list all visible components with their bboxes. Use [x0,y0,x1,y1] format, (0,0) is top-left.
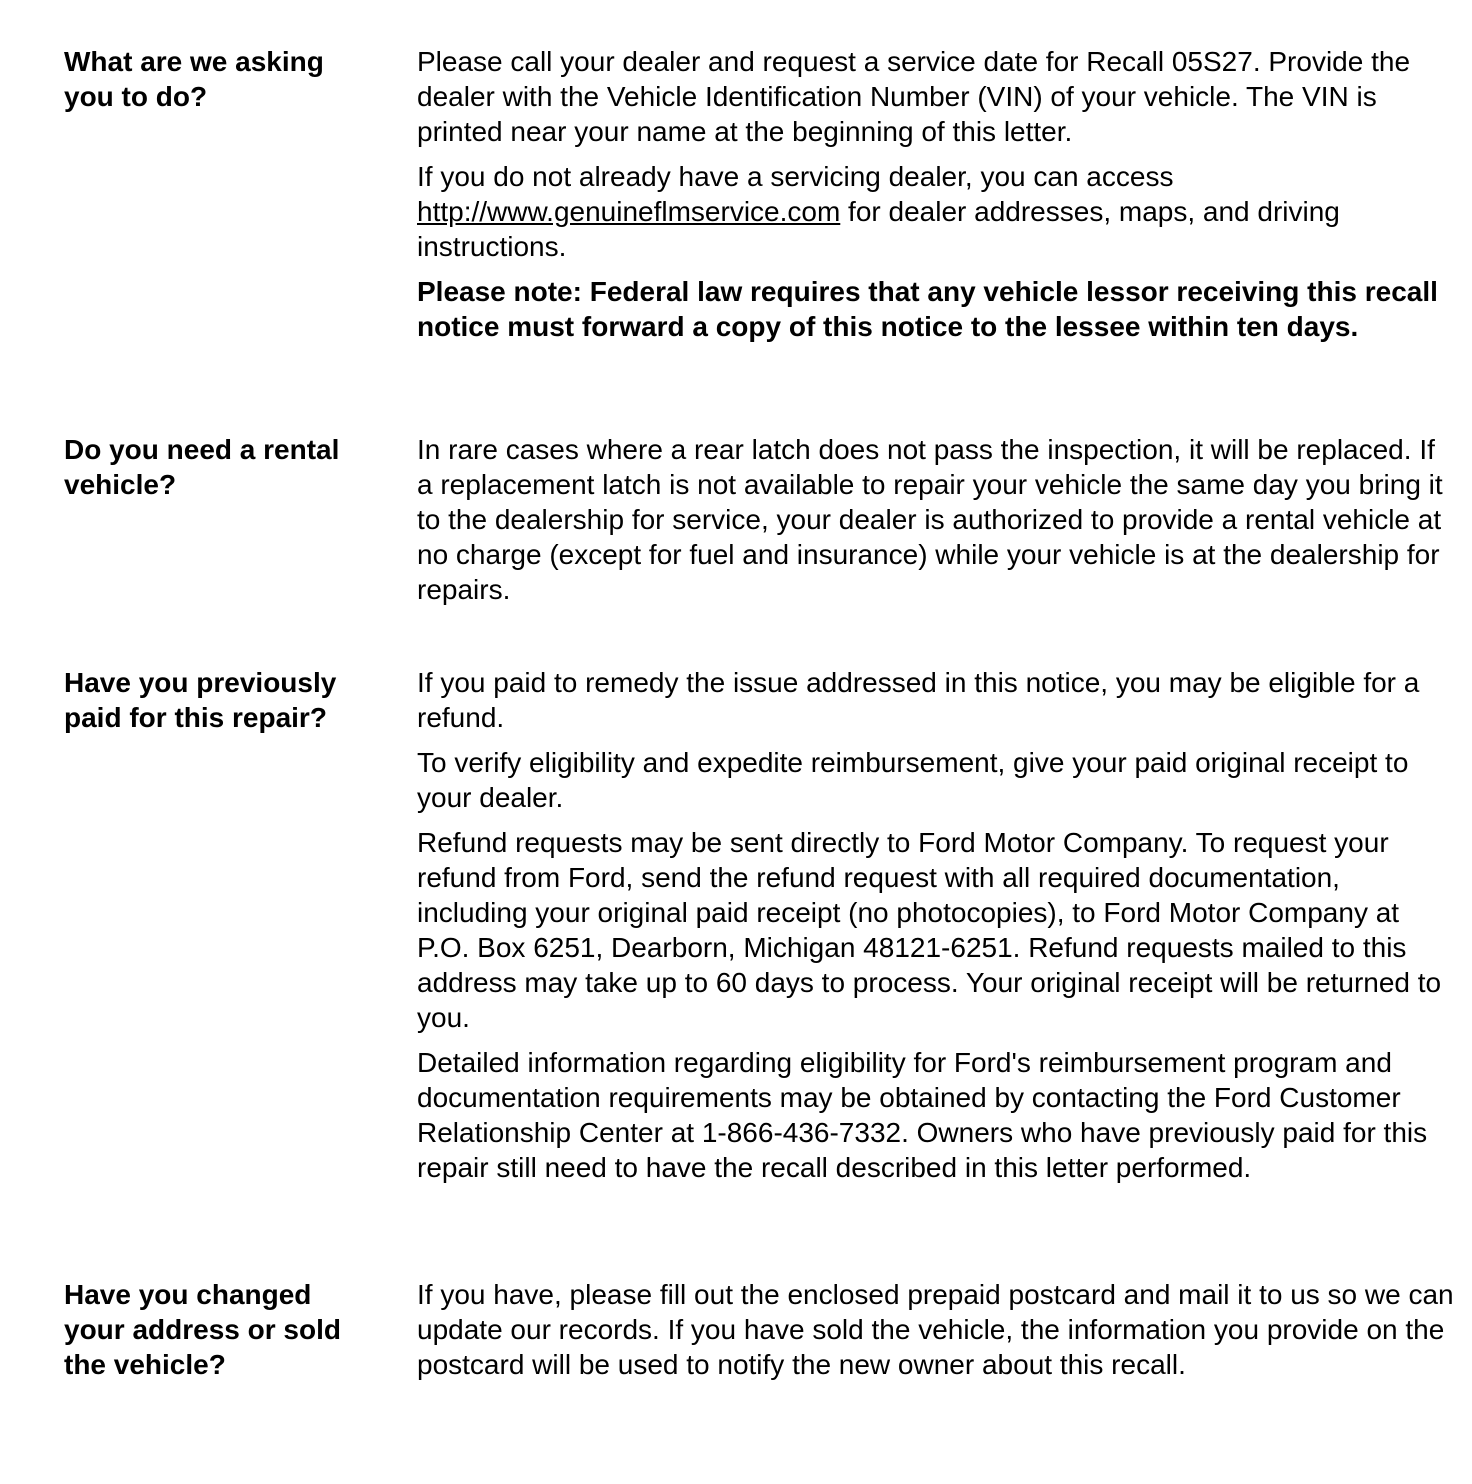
section-body [417,432,1457,617]
dealer-text-after: for dealer addresses, maps, and driving instructions. [417,196,1340,262]
paragraph-refund-requests: Refund requests may be sent directly to Ford Motor Company. To request your refund from Ford, send the refund request with all required documentation, including your original paid receipt (no photocopies), to Ford Motor Company at P.O. Box 6251, Dearborn, Michigan 48121-6251. Refund requests mailed to this address may take up to 60 days to process. Your original receipt will be returned to you. [417,827,1442,1033]
paragraph-postcard: If you have, please fill out the enclosed prepaid postcard and mail it to us so we can update our records. If you have sold the vehicle, the information you provide on the postcard will be used to notify the new owner about this recall. [417,1279,1454,1380]
section-heading: Have you changed your address or sold the vehicle? [64,1279,341,1380]
dealer-website-link[interactable]: http://www.genuineflmservice.com [417,196,841,227]
paragraph-federal-law-note: Please note: Federal law requires that any vehicle lessor receiving this recall notice must forward a copy of this notice to the lessee within ten days. [417,276,1438,342]
paragraph-verify-eligibility: To verify eligibility and expedite reimbursement, give your paid original receipt to your dealer. [417,747,1409,813]
paragraph-refund-eligible: If you paid to remedy the issue addressed in this notice, you may be eligible for a refund. [417,667,1420,733]
paragraph-service-date: Please call your dealer and request a service date for Recall 05S27. Provide the dealer with the Vehicle Identification Number (VIN) of your vehicle. The VIN is printed near your name at the beginning of this letter. [417,46,1411,147]
paragraph-rental: In rare cases where a rear latch does not pass the inspection, it will be replaced. If a replacement latch is not available to repair your vehicle the same day you bring it to the dealership for service, your dealer is authorized to provide a rental vehicle at no charge (except for fuel and insurance) while your vehicle is at the dealership for repairs. [417,434,1443,605]
paragraph-dealer-access [417,159,1457,264]
section-body [417,44,1457,354]
section-heading: What are we asking you to do? [64,46,324,112]
section-body [417,1277,1457,1392]
section-heading: Have you previously paid for this repair? [64,667,337,733]
section-heading: Do you need a rental vehicle? [64,434,340,500]
dealer-text-before: If you do not already have a servicing dealer, you can access [417,161,1174,192]
paragraph-detailed-information: Detailed information regarding eligibility for Ford's reimbursement program and documentation requirements may be obtained by contacting the Ford Customer Relationship Center at 1-866-436-7332. Owners who have previously paid for this repair still need to have the recall described in this letter performed. [417,1047,1428,1183]
section-body [417,665,1457,1195]
